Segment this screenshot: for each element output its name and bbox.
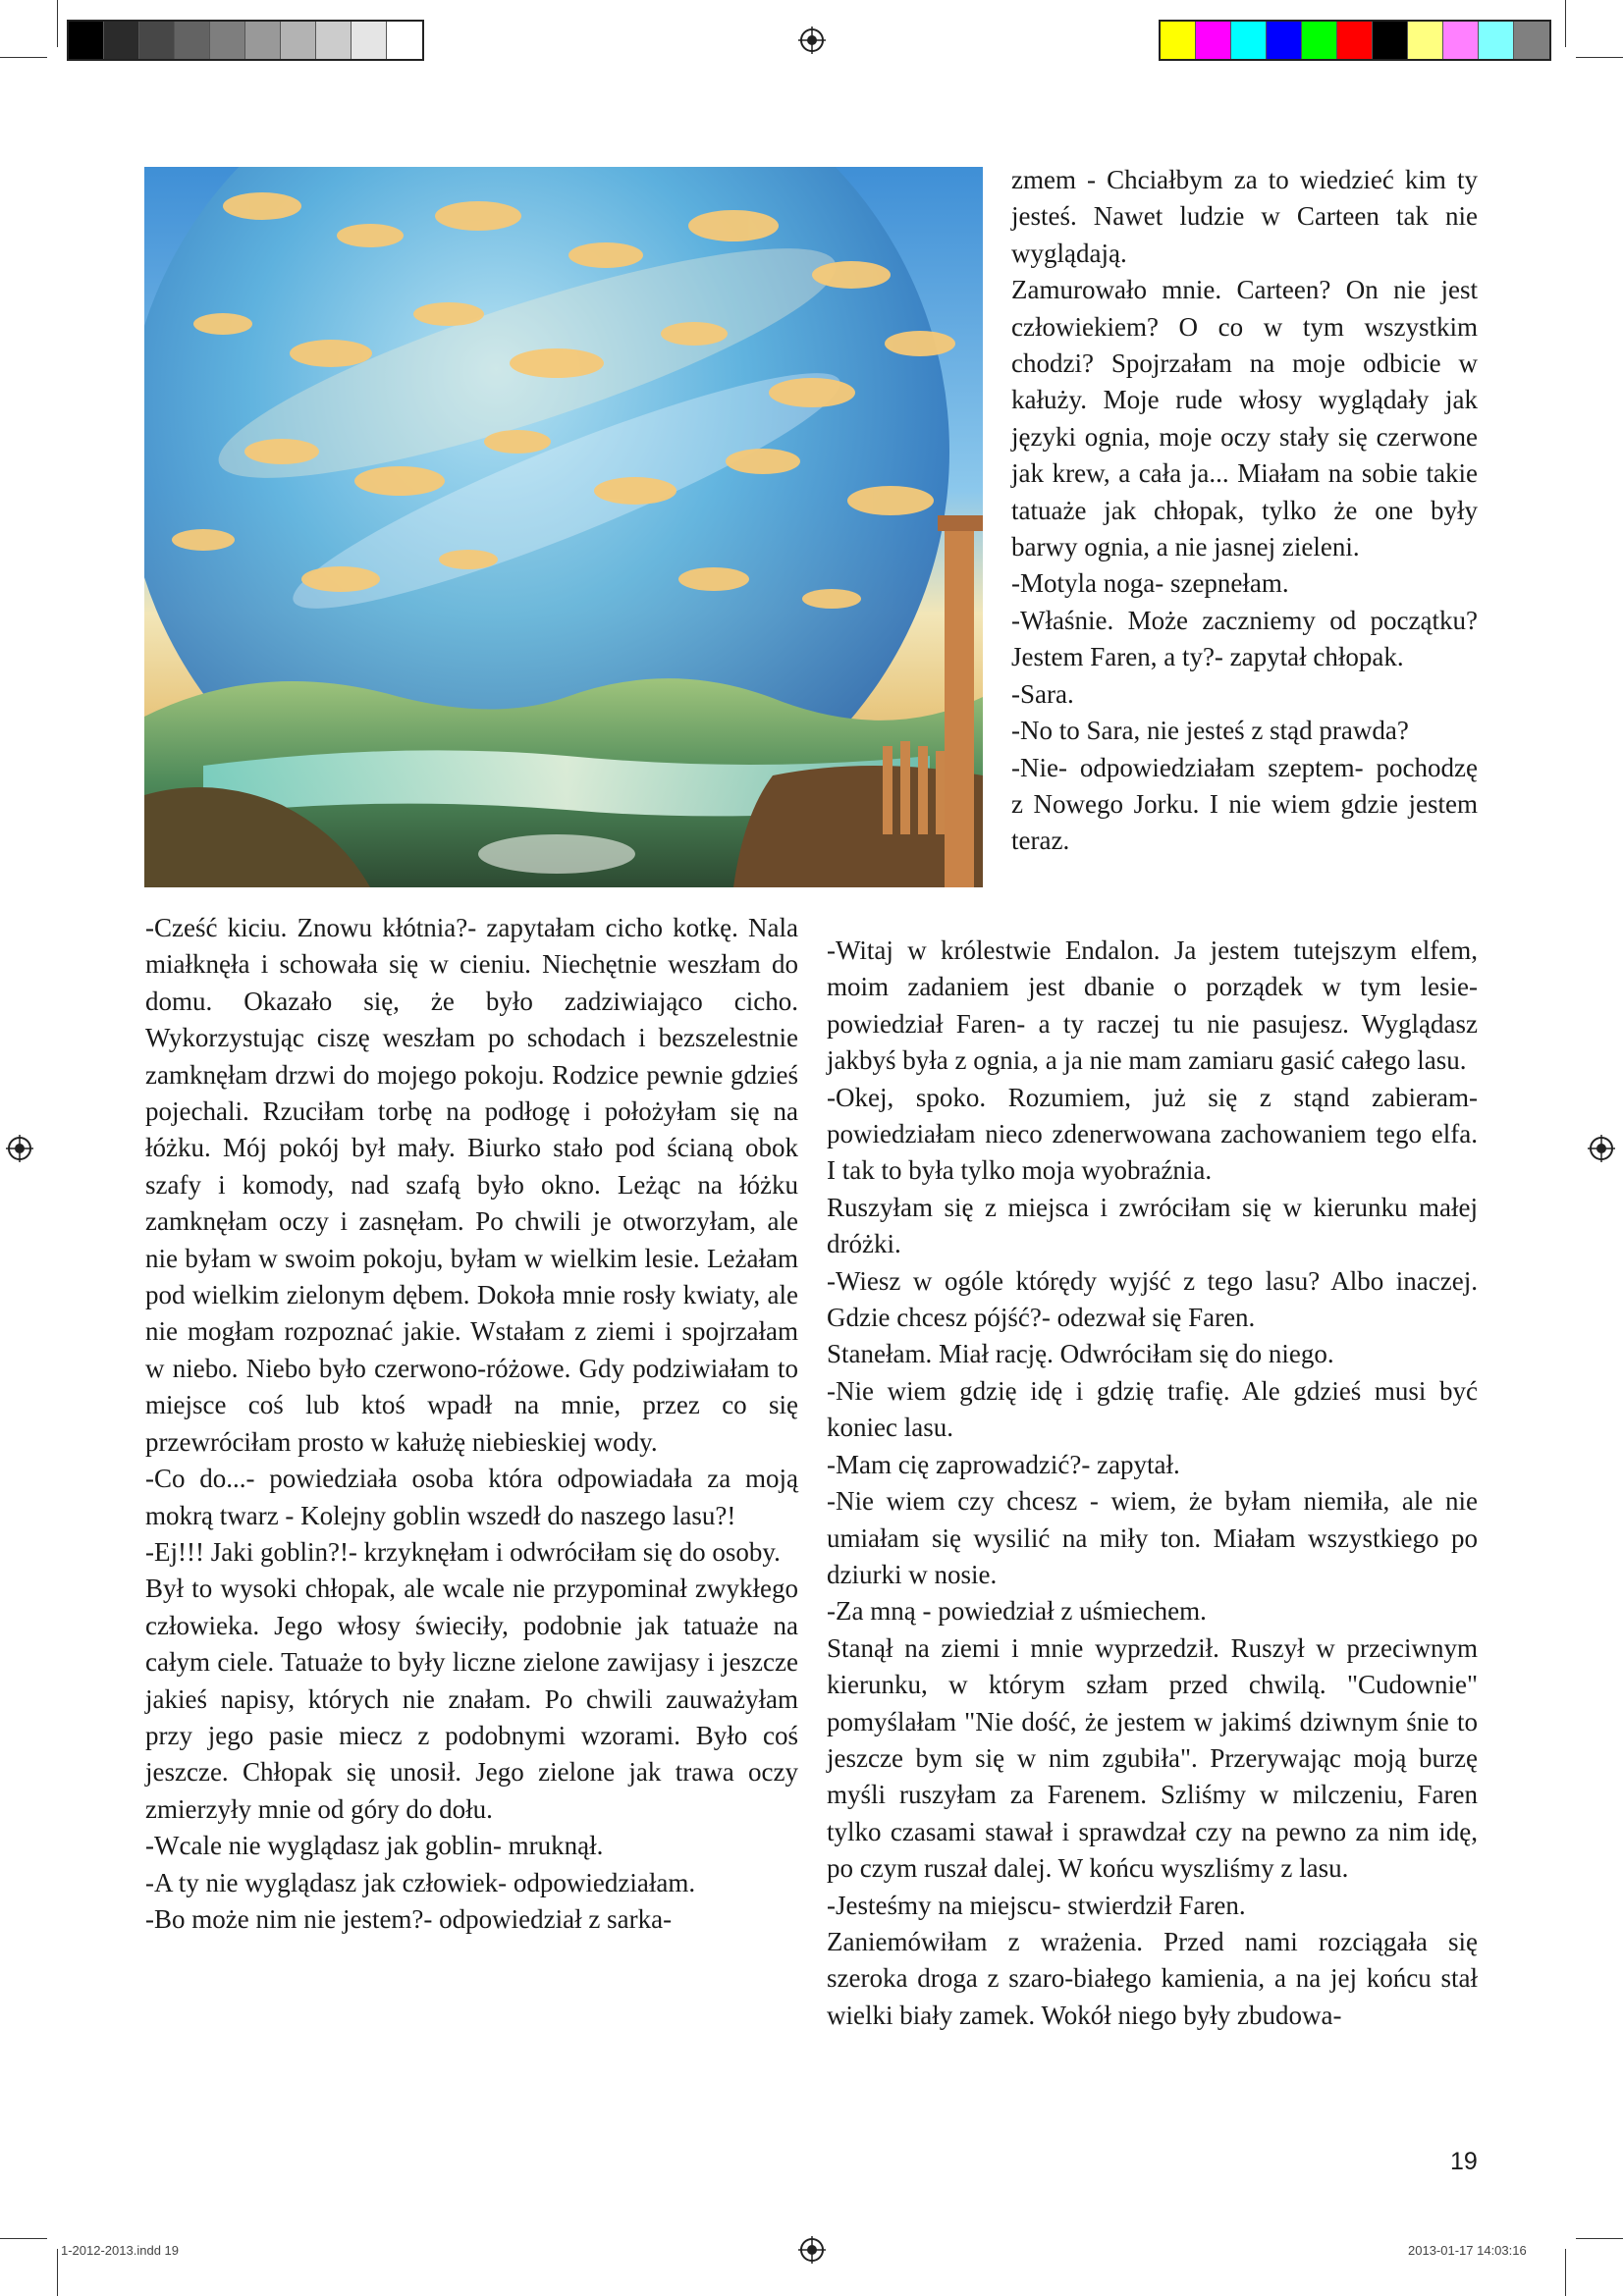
color-swatch	[1161, 22, 1196, 59]
registration-mark-icon	[6, 1135, 33, 1162]
paragraph: Stanął na ziemi i mnie wyprzedził. Ruszył w przeciwnym kierunku, w którym szłam przed chwilą. "Cudownie" pomyślałam "Nie dość, że jestem w jakimś dziwnym śnie to jeszcze bym się w nim zgubiła". Przerywając moją burzę myśli ruszyłam za Farenem. Szliśmy w milczeniu, Faren tylko czasami stawał i sprawdzał czy na pewno za nim idę, po czym ruszał dalej. W końcu wyszliśmy z lasu.	[827, 1632, 1478, 1884]
color-swatch	[1302, 22, 1337, 59]
gray-swatch	[139, 22, 175, 59]
slug-timestamp: 2013-01-17 14:03:16	[1408, 2243, 1527, 2258]
grayscale-calibration-bar	[67, 20, 424, 61]
crop-mark	[1565, 0, 1566, 47]
slug-filename: 1-2012-2013.indd 19	[61, 2243, 179, 2258]
page-number: 19	[1450, 2148, 1478, 2175]
gray-swatch	[104, 22, 139, 59]
color-swatch	[1231, 22, 1267, 59]
registration-mark-icon	[798, 27, 826, 54]
paragraph: -Za mną - powiedział z uśmiechem.	[827, 1596, 1207, 1627]
crop-mark	[57, 0, 58, 47]
color-swatch	[1479, 22, 1514, 59]
gray-swatch	[175, 22, 210, 59]
text-column-top-right	[1011, 162, 1478, 860]
paragraph: -Motyla noga- szepnełam.	[1011, 568, 1289, 599]
fantasy-sky-planet-painting	[144, 167, 983, 887]
gray-swatch	[352, 22, 387, 59]
paragraph: -Jesteśmy na miejscu- stwierdził Faren.	[827, 1890, 1246, 1920]
paragraph: -Wiesz w ogóle którędy wyjść z tego lasu? Albo inaczej. Gdzie chcesz pójść?- odezwał się Faren.	[827, 1265, 1478, 1333]
paragraph: -Nie wiem gdzię idę i gdzię trafię. Ale gdzieś musi być koniec lasu.	[827, 1375, 1478, 1443]
paragraph: -Cześć kiciu. Znowu kłótnia?- zapytałam cicho kotkę. Nala miałknęła i schowała się w cieniu. Niechętnie weszłam do domu. Okazało się, że było zadziwiająco cicho. Wykorzystując ciszę weszłam po schodach i bezszelestnie zamknęłam drzwi do mojego pokoju. Rodzice pewnie gdzieś pojechali. Rzuciłam torbę na podłogę i położyłam się na łóżku. Mój pokój był mały. Biurko stało pod ścianą obok szafy i komody, nad szafą było okno. Leżąc na łóżku zamknęłam oczy i zasnęłam. Po chwili je otworzyłam, ale nie byłam w swoim pokoju, byłam w wielkim lesie. Leżałam pod wielkim zielonym dębem. Dokoła mnie rosły kwiaty, ale nie mogłam rozpoznać jakie. Wstałam z ziemi i spojrzałam w niebo. Niebo było czerwono-różowe. Gdy podziwiałam to miejsce coś lub ktoś wpadł na mnie, przez co się przewróciłam prosto w kałużę niebieskiej wody.	[145, 913, 798, 1457]
paragraph: -Co do...- powiedziała osoba która odpowiadała za moją mokrą twarz - Kolejny goblin wszedł do naszego lasu?!	[145, 1464, 798, 1530]
text-column-left	[145, 910, 798, 1938]
crop-mark	[0, 2238, 47, 2239]
gray-swatch	[245, 22, 281, 59]
gray-swatch	[210, 22, 245, 59]
crop-mark	[57, 2249, 58, 2296]
color-calibration-bar	[1159, 20, 1551, 61]
paragraph: Zaniemówiłam z wrażenia. Przed nami rozciągała się szeroka droga z szaro-białego kamienia, a na jej końcu stał wielki biały zamek. Wokół niego były zbudowa-	[827, 1926, 1478, 2030]
gray-swatch	[281, 22, 316, 59]
paragraph: -Bo może nim nie jestem?- odpowiedział z sarka-	[145, 1903, 673, 1934]
text-column-right	[827, 933, 1478, 2034]
paragraph: -Właśnie. Może zaczniemy od początku? Jestem Faren, a ty?- zapytał chłopak.	[1011, 605, 1478, 672]
color-swatch	[1196, 22, 1231, 59]
gray-swatch	[387, 22, 422, 59]
color-swatch	[1373, 22, 1408, 59]
crop-mark	[1576, 57, 1623, 58]
gray-swatch	[69, 22, 104, 59]
paragraph: -Nie wiem czy chcesz - wiem, że byłam niemiła, ale nie umiałam się wysilić na miły ton. Miałam wszystkiego po dziurki w nosie.	[827, 1486, 1478, 1589]
paragraph: Był to wysoki chłopak, ale wcale nie przypominał zwykłego człowieka. Jego włosy świeciły, podobnie jak tatuaże na całym ciele. Tatuaże to były liczne zielone zawijasy i jeszcze jakieś napisy, których nie znałam. Po chwili zauważyłam przy jego pasie miecz z podobnymi wzorami. Było coś jeszcze. Chłopak się unosił. Jego zielone jak trawa oczy zmierzyły mnie od góry do dołu.	[145, 1574, 798, 1824]
color-swatch	[1337, 22, 1373, 59]
paragraph: Zamurowało mnie. Carteen? On nie jest człowiekiem? O co w tym wszystkim chodzi? Spojrzałam na moje odbicie w kałuży. Moje rude włosy wyglądały jak języki ognia, moje oczy stały się czerwone jak krew, a cała ja... Miałam na sobie takie tatuaże jak chłopak, tylko że one były barwy ognia, a nie jasnej zieleni.	[1011, 275, 1478, 562]
paragraph: zmem - Chciałbym za to wiedzieć kim ty jesteś. Nawet ludzie w Carteen tak nie wyglądają.	[1011, 165, 1478, 268]
registration-mark-icon	[798, 2236, 826, 2264]
color-swatch	[1443, 22, 1479, 59]
crop-mark	[1565, 2249, 1566, 2296]
registration-mark-icon	[1588, 1135, 1615, 1162]
color-swatch	[1408, 22, 1443, 59]
color-swatch	[1267, 22, 1302, 59]
paragraph: -Sara.	[1011, 678, 1074, 709]
crop-mark	[0, 57, 47, 58]
gray-swatch	[316, 22, 352, 59]
paragraph: -No to Sara, nie jesteś z stąd prawda?	[1011, 716, 1409, 746]
paragraph: Stanełam. Miał rację. Odwróciłam się do niego.	[827, 1339, 1334, 1369]
color-swatch	[1514, 22, 1549, 59]
paragraph: -Nie- odpowiedziałam szeptem- pochodzę z Nowego Jorku. I nie wiem gdzie jestem teraz.	[1011, 752, 1478, 856]
paragraph: -Okej, spoko. Rozumiem, już się z stąnd zabieram- powiedziałam nieco zdenerwowana zachowaniem tego elfa. I tak to była tylko moja wyobraźnia.	[827, 1082, 1478, 1186]
crop-mark	[1576, 2238, 1623, 2239]
paragraph: -Mam cię zaprowadzić?- zapytał.	[827, 1449, 1180, 1479]
paragraph: -Wcale nie wyglądasz jak goblin- mruknął.	[145, 1831, 604, 1861]
paragraph: Ruszyłam się z miejsca i zwróciłam się w kierunku małej dróżki.	[827, 1192, 1478, 1259]
paragraph: -Ej!!! Jaki goblin?!- krzyknęłam i odwróciłam się do osoby.	[145, 1536, 781, 1567]
paragraph: -A ty nie wyglądasz jak człowiek- odpowiedziałam.	[145, 1867, 696, 1897]
paragraph: -Witaj w królestwie Endalon. Ja jestem tutejszym elfem, moim zadaniem jest dbanie o porządek w tym lesie- powiedział Faren- a ty raczej tu nie pasujesz. Wyglądasz jakbyś była z ognia, a ja nie mam zamiaru gasić całego lasu.	[827, 935, 1478, 1076]
